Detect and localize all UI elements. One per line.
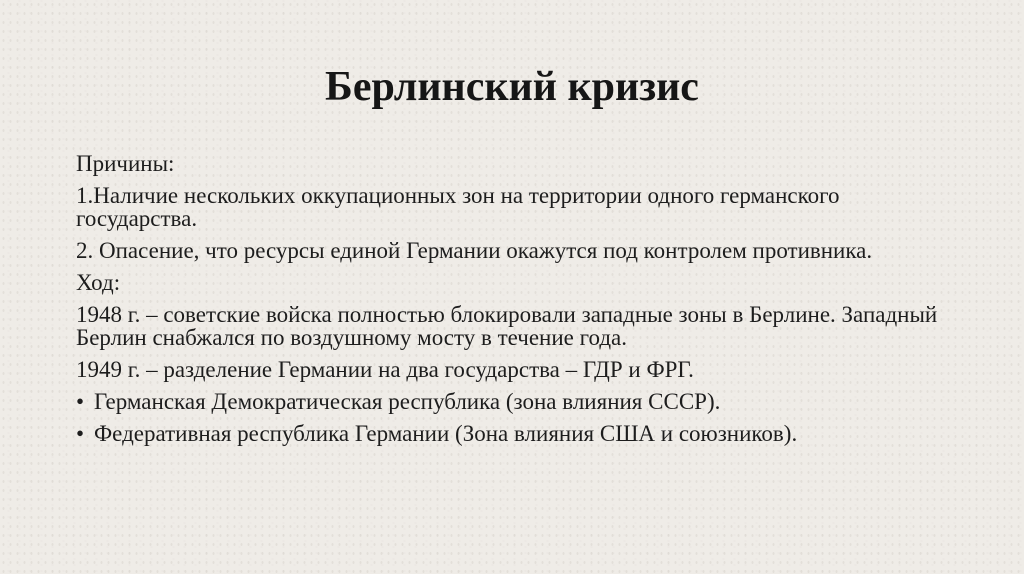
event-1949: 1949 г. – разделение Германии на два государства – ГДР и ФРГ. — [76, 357, 694, 382]
bullet-text-gdr: Германская Демократическая республика (зона влияния СССР). — [94, 389, 721, 414]
slide-title: Берлинский кризис — [325, 64, 699, 110]
bullet-icon: • — [76, 389, 85, 414]
event-1948: 1948 г. – советские войска полностью блокировали западные зоны в Берлине. Западный Берлин снабжался по воздушному мосту в течение года. — [76, 302, 938, 350]
course-heading: Ход: — [76, 270, 121, 295]
bullet-item-frg — [76, 422, 946, 445]
bullet-text-frg: Федеративная республика Германии (Зона влияния США и союзников). — [94, 421, 798, 446]
cause-2: 2. Опасение, что ресурсы единой Германии окажутся под контролем противника. — [76, 238, 873, 263]
bullet-item-gdr — [76, 390, 946, 413]
bullet-icon: • — [76, 421, 85, 446]
causes-heading: Причины: — [76, 151, 175, 176]
cause-1: 1.Наличие нескольких оккупационных зон на территории одного германского государства. — [76, 183, 840, 231]
slide-content — [76, 152, 946, 454]
